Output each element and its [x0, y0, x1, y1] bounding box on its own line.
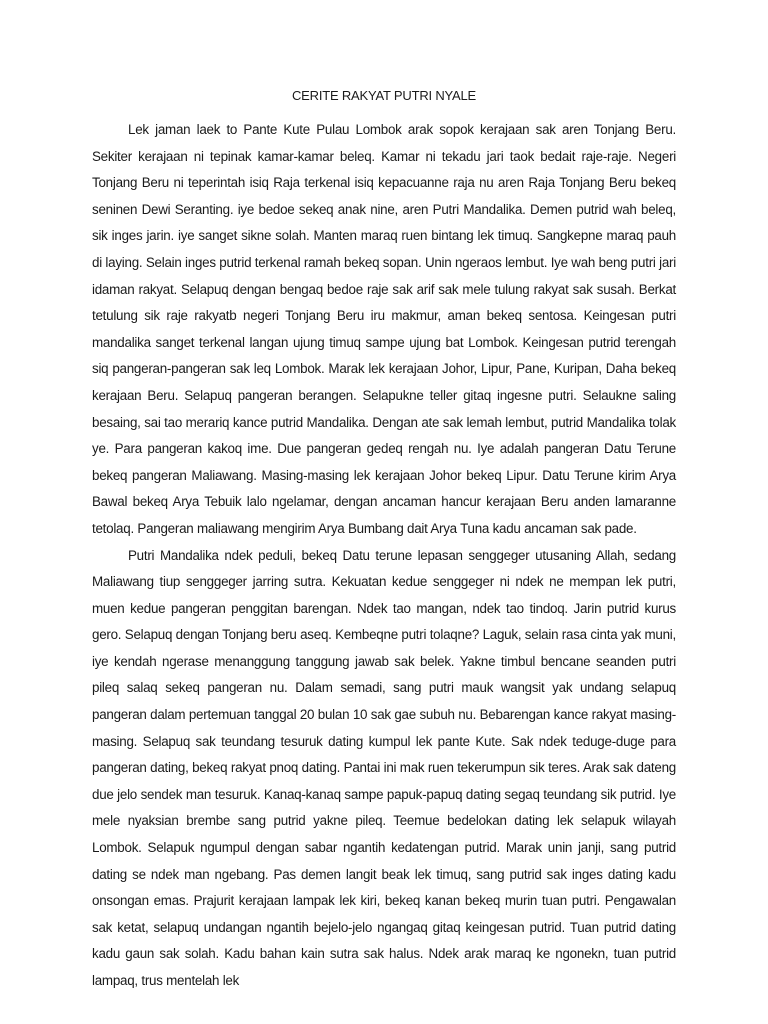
paragraph: Lek jaman laek to Pante Kute Pulau Lombok arak sopok kerajaan sak aren Tonjang Beru. Sekiter kerajaan ni tepinak kamar-kamar beleq. Kamar ni tekadu jari taok bedait raje-raje. Negeri Tonjang Beru ni teperintah isiq Raja terkenal isiq kepacuanne raja nu aren Raja Tonjang Beru bekeq seninen Dewi Seranting. iye bedoe sekeq anak nine, aren Putri Mandalika. Demen putrid wah beleq, sik inges jarin. iye sanget sikne solah. Manten maraq ruen bintang lek timuq. Sangkepne maraq pauh di laying. Selain inges putrid terkenal ramah bekeq sopan. Unin ngeraos lembut. Iye wah beng putri jari idaman rakyat. Selapuq dengan bengaq bedoe raje sak arif sak mele tulung rakyat sak susah. Berkat tetulung sik raje rakyatb negeri Tonjang Beru iru makmur, aman bekeq sentosa. Keingesan putri mandalika sanget terkenal langan ujung timuq sampe ujung bat Lombok. Keingesan putrid terengah siq pangeran-pangeran sak leq Lombok. Marak lek kerajaan Johor, Lipur, Pane, Kuripan, Daha bekeq kerajaan Beru. Selapuq pangeran berangen. Selapukne teller gitaq ingesne putri. Selaukne saling besaing, sai tao merariq kance putrid Mandalika. Dengan ate sak lemah lembut, putrid Mandalika tolak ye. Para pangeran kakoq ime. Due pangeran gedeq rengah nu. Iye adalah pangeran Datu Terune bekeq pangeran Maliawang. Masing-masing lek kerajaan Johor bekeq Lipur. Datu Terune kirim Arya Bawal bekeq Arya Tebuik lalo ngelamar, dengan ancaman hancur kerajaan Beru anden lamaranne tetolaq. Pangeran maliawang mengirim Arya Bumbang dait Arya Tuna kadu ancaman sak pade. — [92, 122, 676, 536]
document-title: CERITE RAKYAT PUTRI NYALE — [291, 88, 477, 103]
document-body — [92, 117, 676, 995]
paragraph: Putri Mandalika ndek peduli, bekeq Datu terune lepasan senggeger utusaning Allah, sedang Maliawang tiup senggeger jarring sutra. Kekuatan kedue senggeger ni ndek ne mempan lek putri, muen kedue pangeran penggitan barengan. Ndek tao mangan, ndek tao tindoq. Jarin putrid kurus gero. Selapuq dengan Tonjang beru aseq. Kembeqne putri tolaqne? Laguk, selain rasa cinta yak muni, iye kendah ngerase menanggung tanggung jawab sak belek. Yakne timbul bencane seanden putri pileq salaq sekeq pangeran nu. Dalam semadi, sang putri mauk wangsit yak undang selapuq pangeran dalam pertemuan tanggal 20 bulan 10 sak gae subuh nu. Bebarengan kance rakyat masing-masing. Selapuq sak teundang tesuruk dating kumpul lek pante Kute. Sak ndek teduge-duge para pangeran dating, bekeq rakyat pnoq dating. Pantai ini mak ruen tekerumpun sik teres. Arak sak dateng due jelo sendek man tesuruk. Kanaq-kanaq sampe papuk-papuq dating segaq teundang sik putrid. Iye mele nyaksian brembe sang putrid yakne pileq. Teemue bedelokan dating lek selapuk wilayah Lombok. Selapuk ngumpul dengan sabar ngantih kedatengan putrid. Marak unin janji, sang putrid dating se ndek man ngebang. Pas demen langit beak lek timuq, sang putrid sak inges dating kadu onsongan emas. Prajurit kerajaan lampak lek kiri, bekeq kanan bekeq murin tuan putri. Pengawalan sak ketat, selapuq undangan ngantih bejelo-jelo ngangaq gitaq keingesan putrid. Tuan putrid dating kadu gaun sak solah. Kadu bahan kain sutra sak halus. Ndek arak maraq ke ngonekn, tuan putrid lampaq, trus mentelah lek — [92, 547, 676, 988]
